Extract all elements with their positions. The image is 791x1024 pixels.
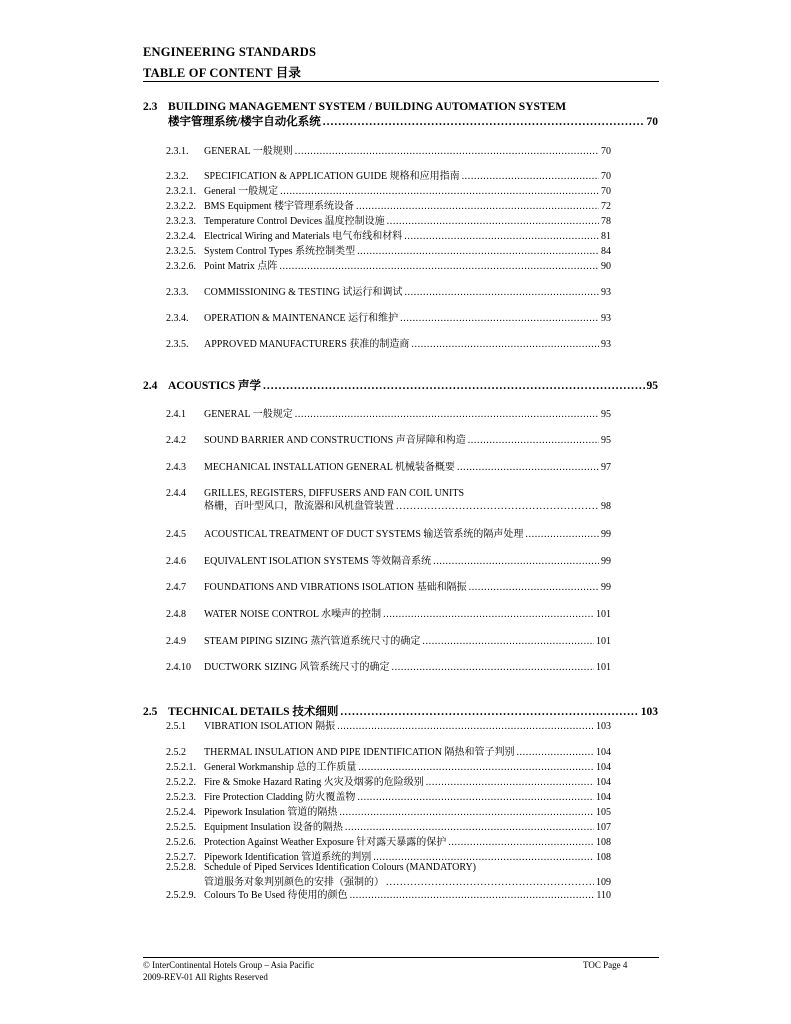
page-number: 81 xyxy=(601,231,611,242)
page-number: 90 xyxy=(601,261,611,272)
footer-revision: 2009-REV-01 All Rights Reserved xyxy=(143,972,268,982)
section-heading[interactable] xyxy=(143,379,658,394)
section-title: ACOUSTICS 声学 xyxy=(168,380,261,392)
dot-leader xyxy=(280,185,599,198)
entry-label: General Workmanship 总的工作质量 xyxy=(204,762,357,773)
dot-leader xyxy=(323,115,645,130)
toc-entry[interactable] xyxy=(166,230,611,243)
entry-label: STEAM PIPING SIZING 蒸汽管道系统尺寸的确定 xyxy=(204,636,421,647)
toc-entry[interactable] xyxy=(166,145,611,158)
footer-page-label: TOC Page 4 xyxy=(583,960,628,970)
dot-leader xyxy=(525,528,599,541)
dot-leader xyxy=(357,245,599,258)
entry-number: 2.5.1 xyxy=(166,721,186,732)
entry-label: Schedule of Piped Services Identification Colours (MANDATORY) xyxy=(204,862,476,873)
entry-number: 2.3.2.2. xyxy=(166,201,196,212)
entry-label: EQUIVALENT ISOLATION SYSTEMS 等效隔音系统 xyxy=(204,556,432,567)
entry-label: GENERAL 一般规定 xyxy=(204,409,293,420)
entry-number: 2.3.5. xyxy=(166,339,189,350)
dot-leader xyxy=(295,408,599,421)
page-number: 109 xyxy=(596,877,611,888)
page-number: 78 xyxy=(601,216,611,227)
dot-leader xyxy=(337,720,594,733)
section-heading[interactable] xyxy=(143,705,658,720)
dot-leader xyxy=(396,500,599,513)
entry-label: FOUNDATIONS AND VIBRATIONS ISOLATION 基础和隔振 xyxy=(204,582,467,593)
dot-leader xyxy=(426,776,594,789)
toc-entry[interactable] xyxy=(166,461,611,474)
page-number: 108 xyxy=(596,837,611,848)
toc-entry[interactable] xyxy=(166,312,611,325)
entry-number: 2.3.4. xyxy=(166,313,189,324)
page-number: 103 xyxy=(596,721,611,732)
entry-number: 2.4.8 xyxy=(166,609,186,620)
entry-label: Colours To Be Used 待使用的颜色 xyxy=(204,890,348,901)
toc-entry[interactable] xyxy=(166,791,611,804)
entry-number: 2.5.2.6. xyxy=(166,837,196,848)
dot-leader xyxy=(279,260,599,273)
page-number: 95 xyxy=(601,435,611,446)
toc-entry[interactable] xyxy=(166,821,611,834)
toc-entry[interactable] xyxy=(166,661,611,674)
entry-label: SOUND BARRIER AND CONSTRUCTIONS 声音屏障和构造 xyxy=(204,435,466,446)
toc-entry[interactable] xyxy=(166,185,611,198)
page-number: 95 xyxy=(646,380,658,392)
page-number: 101 xyxy=(596,636,611,647)
page-number: 107 xyxy=(596,822,611,833)
dot-leader xyxy=(263,379,645,394)
dot-leader xyxy=(404,230,599,243)
page-number: 104 xyxy=(596,762,611,773)
dot-leader xyxy=(448,836,594,849)
toc-entry[interactable] xyxy=(166,528,611,541)
page-number: 98 xyxy=(601,501,611,512)
page-number: 104 xyxy=(596,747,611,758)
dot-leader xyxy=(386,876,594,889)
page-number: 101 xyxy=(596,662,611,673)
dot-leader xyxy=(387,215,599,228)
section-title: BUILDING MANAGEMENT SYSTEM / BUILDING AUTOMATION SYSTEM xyxy=(168,101,567,113)
entry-number: 2.5.2.7. xyxy=(166,852,196,863)
dot-leader xyxy=(339,806,594,819)
entry-label: Point Matrix 点阵 xyxy=(204,261,278,272)
page-number: 104 xyxy=(596,792,611,803)
entry-label: Pipework Identification 管道系统的判别 xyxy=(204,852,372,863)
page-number: 99 xyxy=(601,556,611,567)
section-title-cn: 楼宇管理系统/楼宇自动化系统 xyxy=(168,116,321,128)
dot-leader xyxy=(345,821,594,834)
dot-leader xyxy=(340,705,638,720)
toc-entry[interactable] xyxy=(166,761,611,774)
entry-number: 2.3.2. xyxy=(166,171,189,182)
toc-entry[interactable] xyxy=(166,889,611,902)
section-title: TECHNICAL DETAILS 技术细则 xyxy=(168,706,339,718)
toc-entry[interactable] xyxy=(166,170,611,183)
entry-label: WATER NOISE CONTROL 水噪声的控制 xyxy=(204,609,382,620)
entry-label: Temperature Control Devices 温度控制设施 xyxy=(204,216,385,227)
page-number: 84 xyxy=(601,246,611,257)
entry-number: 2.3.2.4. xyxy=(166,231,196,242)
entry-label: Pipework Insulation 管道的隔热 xyxy=(204,807,338,818)
page-number: 72 xyxy=(601,201,611,212)
entry-number: 2.5.2.1. xyxy=(166,762,196,773)
dot-leader xyxy=(404,286,599,299)
dot-leader xyxy=(411,338,599,351)
page-number: 99 xyxy=(601,582,611,593)
entry-label: General 一般规定 xyxy=(204,186,279,197)
entry-number: 2.5.2.2. xyxy=(166,777,196,788)
toc-entry[interactable] xyxy=(166,608,611,621)
entry-label: ACOUSTICAL TREATMENT OF DUCT SYSTEMS 输送管系统的隔声处理 xyxy=(204,529,524,540)
page-number: 93 xyxy=(601,339,611,350)
page-number: 97 xyxy=(601,462,611,473)
toc-entry[interactable] xyxy=(166,635,611,648)
page-number: 104 xyxy=(596,777,611,788)
entry-number: 2.4.4 xyxy=(166,488,186,499)
toc-entry[interactable] xyxy=(166,861,611,889)
toc-entry[interactable] xyxy=(166,338,611,351)
entry-number: 2.4.5 xyxy=(166,529,186,540)
entry-label: VIBRATION ISOLATION 隔振 xyxy=(204,721,336,732)
footer-divider xyxy=(143,957,659,958)
footer-copyright: © InterContinental Hotels Group – Asia Pacific xyxy=(143,960,315,970)
entry-number: 2.5.2.4. xyxy=(166,807,196,818)
entry-number: 2.5.2.8. xyxy=(166,862,196,873)
entry-label: BMS Equipment 楼宇管理系统设备 xyxy=(204,201,355,212)
entry-label-cn: 管道服务对象判别颜色的安排（强制的） xyxy=(204,877,384,888)
page-number: 70 xyxy=(646,116,658,128)
dot-leader xyxy=(356,200,599,213)
dot-leader xyxy=(295,145,599,158)
entry-label: Fire Protection Cladding 防火覆盖物 xyxy=(204,792,356,803)
entry-number: 2.3.2.5. xyxy=(166,246,196,257)
entry-number: 2.4.1 xyxy=(166,409,186,420)
entry-label: Fire & Smoke Hazard Rating 火灾及烟雾的危险级别 xyxy=(204,777,424,788)
page-number: 105 xyxy=(596,807,611,818)
entry-number: 2.4.3 xyxy=(166,462,186,473)
toc-entry[interactable] xyxy=(166,806,611,819)
header-title: ENGINEERING STANDARDS xyxy=(143,45,317,59)
page-number: 70 xyxy=(601,171,611,182)
entry-number: 2.5.2.3. xyxy=(166,792,196,803)
entry-number: 2.5.2.9. xyxy=(166,890,196,901)
entry-number: 2.4.7 xyxy=(166,582,186,593)
entry-label: System Control Types 系统控制类型 xyxy=(204,246,356,257)
entry-label: COMMISSIONING & TESTING 试运行和调试 xyxy=(204,287,403,298)
toc-entry[interactable] xyxy=(166,200,611,213)
section-number: 2.3 xyxy=(143,101,158,113)
dot-leader xyxy=(350,889,595,902)
dot-leader xyxy=(462,170,599,183)
dot-leader xyxy=(516,746,594,759)
dot-leader xyxy=(358,761,594,774)
section-number: 2.4 xyxy=(143,380,158,392)
toc-entry[interactable] xyxy=(166,286,611,299)
entry-label: SPECIFICATION & APPLICATION GUIDE 规格和应用指南 xyxy=(204,171,460,182)
entry-label-cn: 格栅，百叶型风口，散流器和风机盘管装置 xyxy=(204,501,394,512)
entry-number: 2.5.2 xyxy=(166,747,186,758)
dot-leader xyxy=(357,791,594,804)
toc-entry[interactable] xyxy=(166,581,611,594)
page-number: 93 xyxy=(601,287,611,298)
dot-leader xyxy=(469,581,599,594)
page-number: 70 xyxy=(601,186,611,197)
entry-label: THERMAL INSULATION AND PIPE IDENTIFICATION 隔热和管子判别 xyxy=(204,747,515,758)
page-number: 95 xyxy=(601,409,611,420)
entry-label: MECHANICAL INSTALLATION GENERAL 机械装备概要 xyxy=(204,462,455,473)
toc-entry[interactable] xyxy=(166,434,611,447)
dot-leader xyxy=(422,635,594,648)
entry-number: 2.4.2 xyxy=(166,435,186,446)
toc-entry[interactable] xyxy=(166,720,611,733)
toc-entry[interactable] xyxy=(166,245,611,258)
toc-entry[interactable] xyxy=(166,487,611,513)
entry-label: GENERAL 一般规则 xyxy=(204,146,293,157)
toc-entry[interactable] xyxy=(166,836,611,849)
dot-leader xyxy=(400,312,599,325)
toc-entry[interactable] xyxy=(166,746,611,759)
page-number: 93 xyxy=(601,313,611,324)
page-number: 99 xyxy=(601,529,611,540)
page-number: 110 xyxy=(596,890,611,901)
section-heading[interactable] xyxy=(143,100,658,130)
page-number: 70 xyxy=(601,146,611,157)
toc-entry[interactable] xyxy=(166,555,611,568)
entry-number: 2.3.2.6. xyxy=(166,261,196,272)
entry-label: Electrical Wiring and Materials 电气布线和材料 xyxy=(204,231,403,242)
dot-leader xyxy=(468,434,599,447)
entry-number: 2.3.1. xyxy=(166,146,189,157)
entry-number: 2.3.2.3. xyxy=(166,216,196,227)
entry-number: 2.3.2.1. xyxy=(166,186,196,197)
entry-label: Equipment Insulation 设备的隔热 xyxy=(204,822,343,833)
entry-label: APPROVED MANUFACTURERS 获准的制造商 xyxy=(204,339,410,350)
toc-entry[interactable] xyxy=(166,215,611,228)
entry-label: GRILLES, REGISTERS, DIFFUSERS AND FAN COIL UNITS xyxy=(204,488,465,499)
toc-entry[interactable] xyxy=(166,776,611,789)
dot-leader xyxy=(383,608,594,621)
dot-leader xyxy=(392,661,594,674)
page-number: 101 xyxy=(596,609,611,620)
dot-leader xyxy=(433,555,599,568)
entry-label: Protection Against Weather Exposure 针对露天暴露的保护 xyxy=(204,837,447,848)
entry-number: 2.4.9 xyxy=(166,636,186,647)
entry-label: OPERATION & MAINTENANCE 运行和维护 xyxy=(204,313,399,324)
entry-label: DUCTWORK SIZING 风管系统尺寸的确定 xyxy=(204,662,390,673)
page-number: 103 xyxy=(640,706,658,718)
entry-number: 2.4.6 xyxy=(166,556,186,567)
header-subtitle: TABLE OF CONTENT 目录 xyxy=(143,66,302,80)
dot-leader xyxy=(457,461,599,474)
entry-number: 2.5.2.5. xyxy=(166,822,196,833)
toc-entry[interactable] xyxy=(166,408,611,421)
header-divider xyxy=(143,81,659,82)
section-number: 2.5 xyxy=(143,706,158,718)
toc-entry[interactable] xyxy=(166,260,611,273)
page-number: 108 xyxy=(596,852,611,863)
entry-number: 2.3.3. xyxy=(166,287,189,298)
entry-number: 2.4.10 xyxy=(166,662,191,673)
